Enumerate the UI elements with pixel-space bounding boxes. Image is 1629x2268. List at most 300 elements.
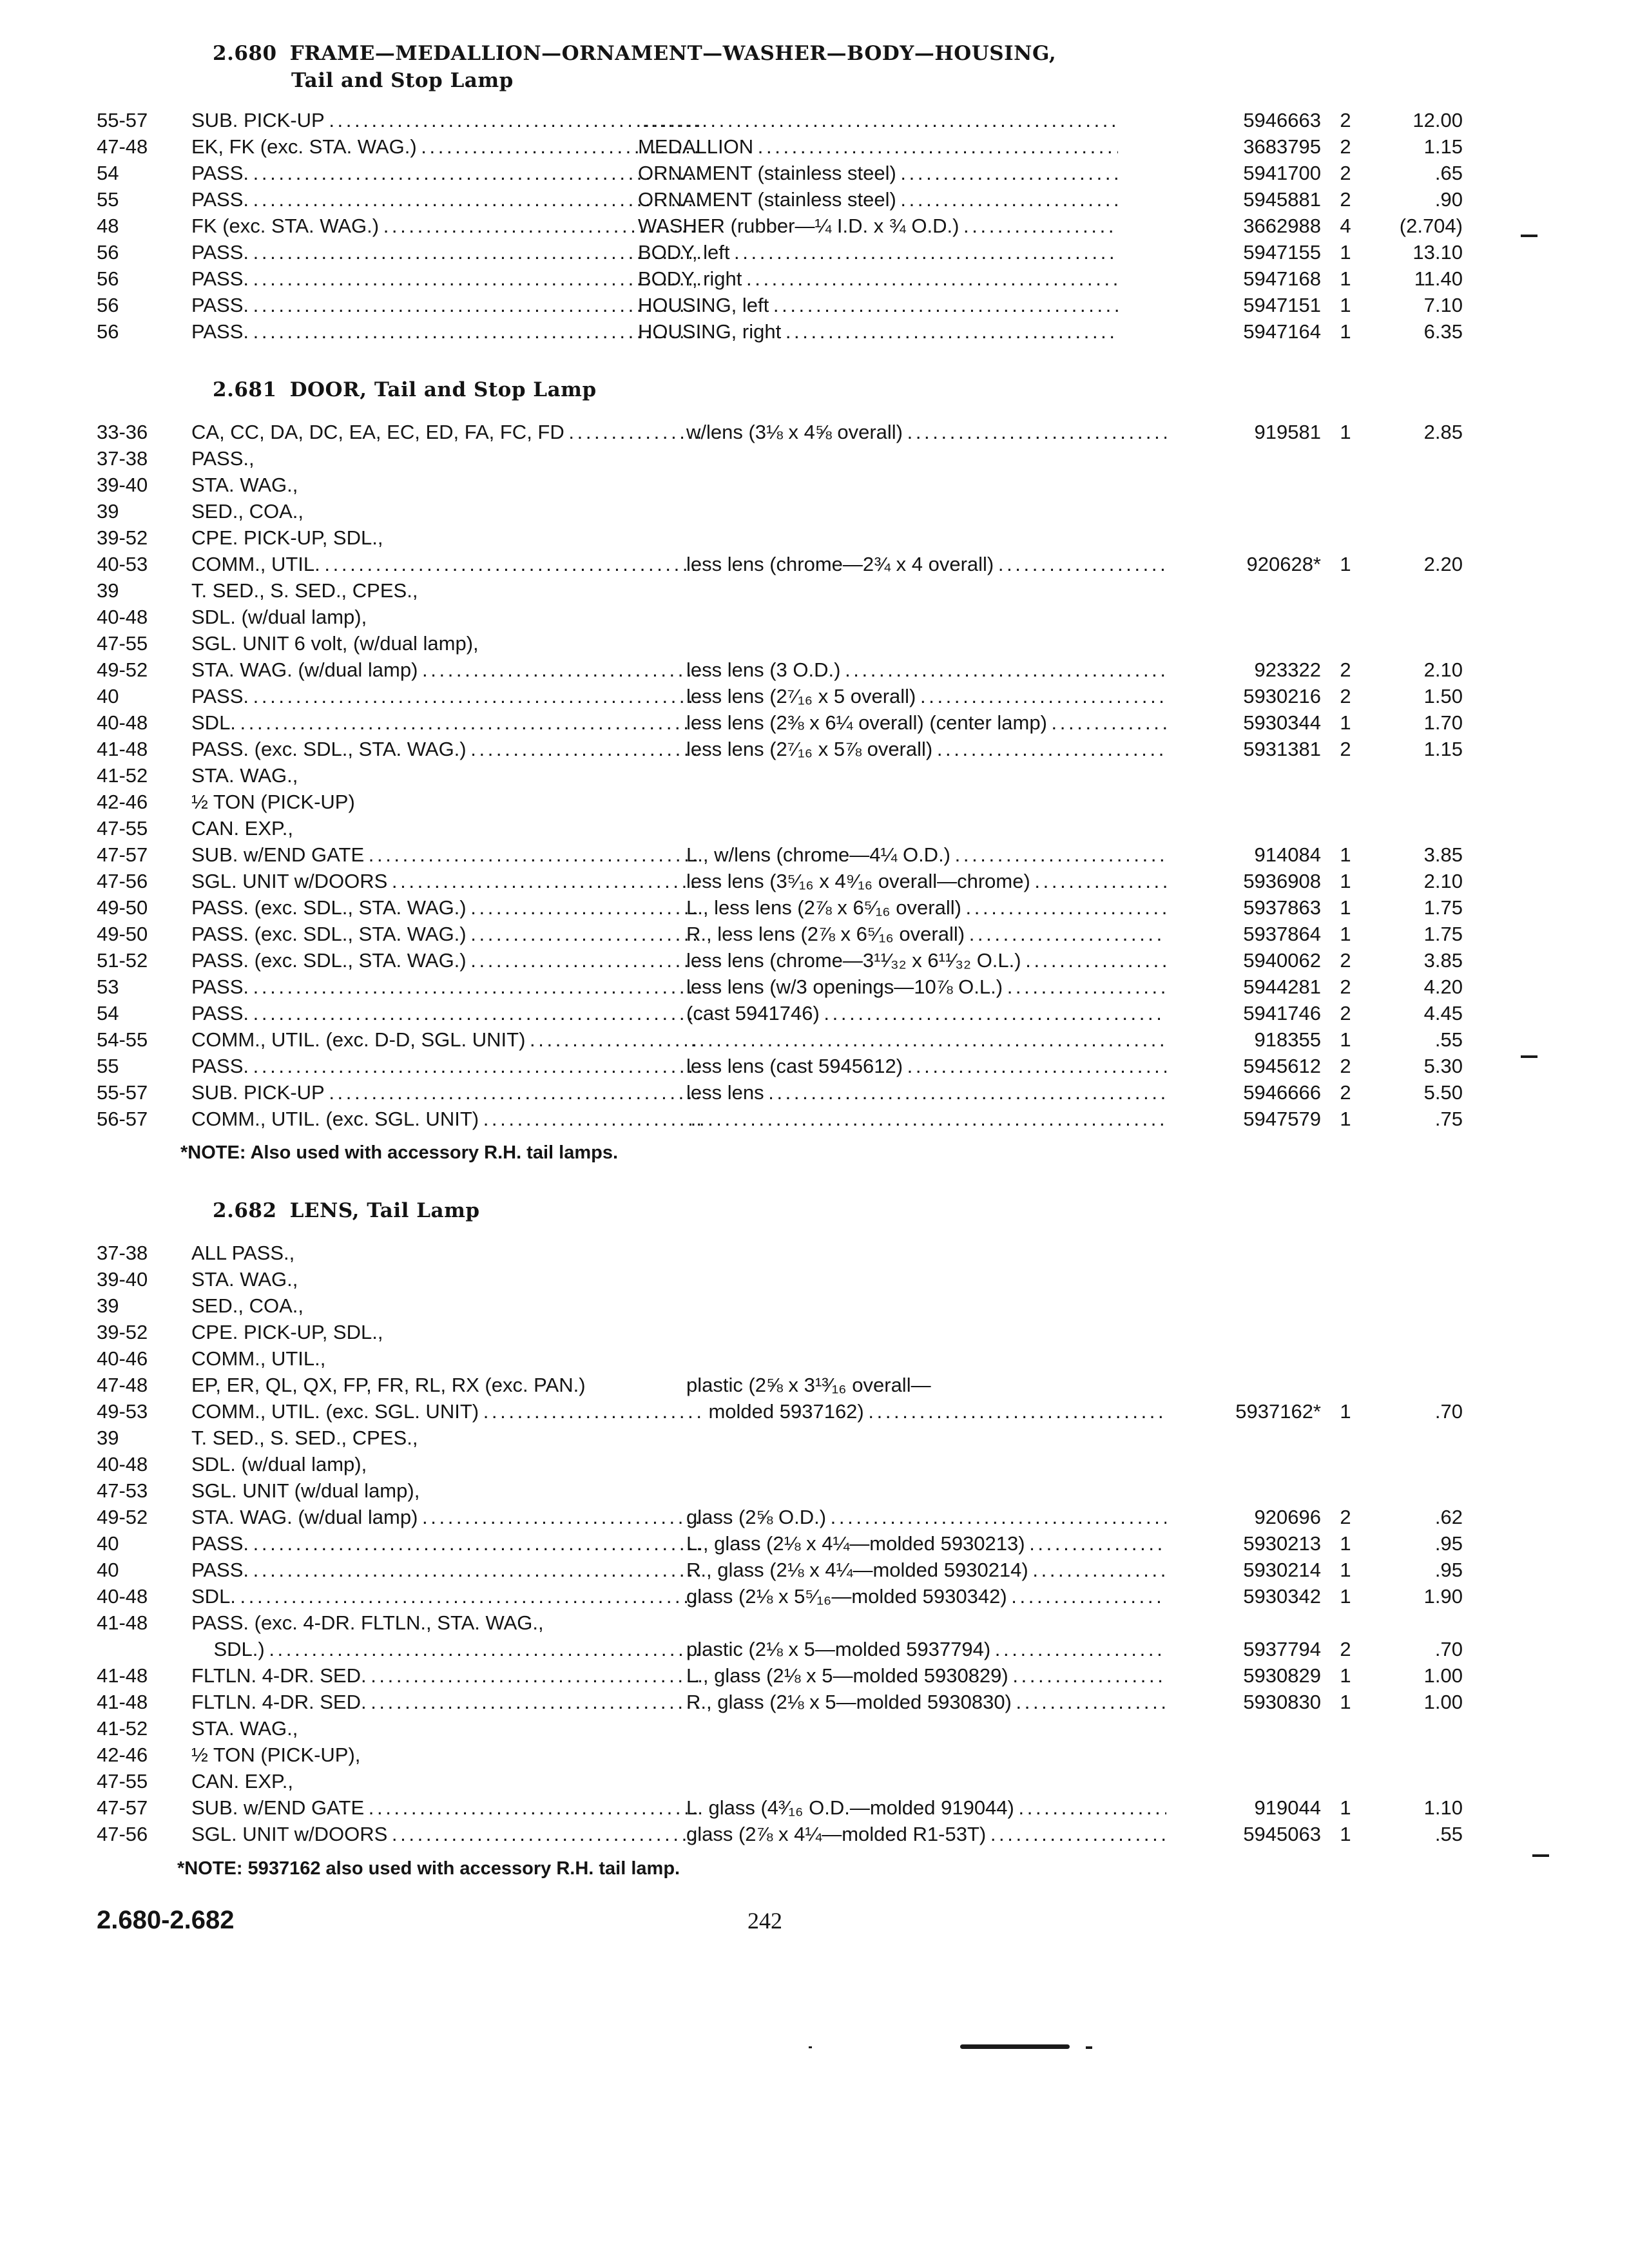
quantity-cell: 1 [1340, 320, 1351, 343]
section-subtitle: Tail and Stop Lamp [291, 69, 514, 92]
years-cell: 47-55 [97, 1770, 148, 1792]
quantity-cell: 1 [1340, 1796, 1351, 1819]
table-row [97, 133, 1463, 160]
description-cell: BODY, right . . . [638, 265, 1118, 292]
price-cell: 5.30 [1423, 1055, 1463, 1077]
quantity-cell: 1 [1340, 1664, 1351, 1687]
table-row [97, 1821, 1463, 1847]
part-number-cell: 5947168 [1243, 267, 1321, 290]
section-heading-2-682 [213, 1197, 480, 1224]
part-number-cell: 5947579 [1243, 1108, 1321, 1130]
table-row [97, 1345, 1385, 1372]
quantity-cell: 1 [1340, 553, 1351, 575]
table-row [97, 1557, 1463, 1583]
model-cell: CPE. PICK-UP, SDL., [191, 526, 383, 549]
section-number: 2.682 [213, 1199, 277, 1222]
part-number-cell: 5937162* [1235, 1400, 1321, 1423]
description-cell: less lens (chrome—2¾ x 4 overall) . . . [686, 551, 1166, 577]
model-cell: SGL. UNIT 6 volt, (w/dual lamp), [191, 632, 479, 655]
quantity-cell: 2 [1340, 738, 1351, 760]
years-cell: 39 [97, 1294, 119, 1317]
description-cell: WASHER (rubber—¼ I.D. x ¾ O.D.) . . . [638, 213, 1118, 239]
model-cell: SED., COA., [191, 1294, 304, 1317]
table-row [97, 1053, 1463, 1079]
price-cell: 5.50 [1423, 1081, 1463, 1104]
model-cell: CA, CC, DA, DC, EA, EC, ED, FA, FC, FD . . . [191, 419, 700, 445]
table-row [97, 1319, 1385, 1345]
table-row [97, 1398, 1463, 1425]
table-row [97, 1293, 1385, 1319]
table-row [97, 265, 1463, 292]
description-cell: less lens (3⁵⁄₁₆ x 4⁹⁄₁₆ overall—chrome) . . . [686, 868, 1166, 894]
price-cell: 3.85 [1423, 843, 1463, 866]
part-number-cell: 5930216 [1243, 685, 1321, 707]
model-cell: CAN. EXP., [191, 1770, 293, 1792]
section-heading-2-681 [213, 376, 597, 403]
table-row [97, 683, 1463, 709]
table-row [97, 1794, 1463, 1821]
model-cell: SDL.) . . . [191, 1636, 700, 1662]
table-row [97, 292, 1463, 318]
years-cell: 49-53 [97, 1400, 148, 1423]
table-row [97, 1106, 1463, 1132]
table-row [97, 657, 1463, 683]
model-cell: COMM., UTIL. . . . [191, 551, 700, 577]
price-cell: 1.75 [1423, 923, 1463, 945]
table-row [97, 498, 1385, 524]
years-cell: 39-40 [97, 474, 148, 496]
model-cell: T. SED., S. SED., CPES., [191, 1427, 418, 1449]
price-cell: .90 [1434, 188, 1463, 211]
price-cell: .95 [1434, 1532, 1463, 1555]
parts-table-2-682 [97, 1240, 1463, 1847]
description-cell: less lens (2⅜ x 6¼ overall) (center lamp) . . . [686, 709, 1166, 736]
model-cell: SGL. UNIT w/DOORS . . . [191, 1821, 700, 1847]
quantity-cell: 1 [1340, 267, 1351, 290]
footnote-2-681: *NOTE: Also used with accessory R.H. tail lamps. [180, 1142, 619, 1163]
table-row [97, 1451, 1385, 1477]
quantity-cell: 1 [1340, 711, 1351, 734]
table-row [97, 815, 1385, 841]
price-cell: .55 [1434, 1823, 1463, 1845]
model-cell: PASS. . . . [191, 974, 700, 1000]
model-cell: ½ TON (PICK-UP) [191, 791, 355, 813]
model-cell: STA. WAG., [191, 474, 298, 496]
price-cell: .75 [1434, 1108, 1463, 1130]
price-cell: 4.45 [1423, 1002, 1463, 1024]
model-cell: PASS. . . . [191, 186, 700, 213]
quantity-cell: 1 [1340, 923, 1351, 945]
years-cell: 41-52 [97, 764, 148, 787]
model-cell: STA. WAG., [191, 1717, 298, 1740]
model-cell: SUB. w/END GATE . . . [191, 1794, 700, 1821]
quantity-cell: 2 [1340, 109, 1351, 131]
parts-table-2-680 [97, 107, 1463, 345]
table-row [97, 1079, 1463, 1106]
quantity-cell: 1 [1340, 1028, 1351, 1051]
description-cell: L., less lens (2⅞ x 6⁵⁄₁₆ overall) . . . [686, 894, 1166, 921]
description-cell: less lens (chrome—3¹¹⁄₃₂ x 6¹¹⁄₃₂ O.L.) . . . [686, 947, 1166, 974]
table-row [97, 630, 1385, 657]
table-row [97, 239, 1463, 265]
description-cell: glass (2⅞ x 4¼—molded R1-53T) . . . [686, 1821, 1166, 1847]
years-cell: 53 [97, 975, 119, 998]
price-cell: (2.704) [1399, 215, 1463, 237]
model-cell: PASS. . . . [191, 160, 700, 186]
quantity-cell: 4 [1340, 215, 1351, 237]
price-cell: 7.10 [1423, 294, 1463, 316]
years-cell: 37-38 [97, 1242, 148, 1264]
footer-section-range: 2.680-2.682 [97, 1906, 235, 1934]
model-cell: SGL. UNIT w/DOORS . . . [191, 868, 700, 894]
table-row [97, 577, 1385, 604]
years-cell: 56 [97, 241, 119, 264]
table-row [97, 1742, 1385, 1768]
part-number-cell: 5946666 [1243, 1081, 1321, 1104]
model-cell: PASS. . . . [191, 239, 700, 265]
price-cell: 1.00 [1423, 1664, 1463, 1687]
part-number-cell: 5930213 [1243, 1532, 1321, 1555]
part-number-cell: 920696 [1254, 1506, 1321, 1528]
model-cell: ALL PASS., [191, 1242, 295, 1264]
quantity-cell: 1 [1340, 1823, 1351, 1845]
table-row [97, 604, 1385, 630]
price-cell: 2.85 [1423, 421, 1463, 443]
quantity-cell: 2 [1340, 188, 1351, 211]
table-row [97, 736, 1463, 762]
quantity-cell: 1 [1340, 843, 1351, 866]
model-cell: PASS. (exc. 4-DR. FLTLN., STA. WAG., [191, 1611, 544, 1634]
quantity-cell: 2 [1340, 975, 1351, 998]
years-cell: 56 [97, 320, 119, 343]
model-cell: CAN. EXP., [191, 817, 293, 840]
description-cell: L., glass (2⅛ x 4¼—molded 5930213) . . . [686, 1530, 1166, 1557]
model-cell: PASS. . . . [191, 292, 700, 318]
description-cell: HOUSING, right . . . [638, 318, 1118, 345]
description-cell: less lens (w/3 openings—10⅞ O.L.) . . . [686, 974, 1166, 1000]
part-number-cell: 5946663 [1243, 109, 1321, 131]
table-row [97, 1530, 1463, 1557]
description-cell: L., w/lens (chrome—4¼ O.D.) . . . [686, 841, 1166, 868]
years-cell: 41-48 [97, 1664, 148, 1687]
years-cell: 49-50 [97, 896, 148, 919]
years-cell: 49-52 [97, 658, 148, 681]
model-cell: PASS. . . . [191, 1557, 700, 1583]
years-cell: 51-52 [97, 949, 148, 972]
quantity-cell: 2 [1340, 658, 1351, 681]
model-cell: PASS. . . . [191, 683, 700, 709]
price-cell: 11.40 [1414, 267, 1463, 290]
description-cell: plastic (2⅝ x 3¹³⁄₁₆ overall— [686, 1374, 931, 1396]
years-cell: 40-48 [97, 1453, 148, 1475]
years-cell: 55-57 [97, 109, 148, 131]
part-number-cell: 5936908 [1243, 870, 1321, 892]
scan-mark [1521, 235, 1537, 237]
section-title: FRAME—MEDALLION—ORNAMENT—WASHER—BODY—HOUSING, [289, 42, 1057, 65]
part-number-cell: 5947151 [1243, 294, 1321, 316]
part-number-cell: 5930344 [1243, 711, 1321, 734]
price-cell: 2.10 [1423, 658, 1463, 681]
description-cell: less lens (3 O.D.) . . . [686, 657, 1166, 683]
model-cell: COMM., UTIL. (exc. SGL. UNIT) . . . [191, 1398, 700, 1425]
description-cell: R., glass (2⅛ x 5—molded 5930830) . . . [686, 1689, 1166, 1715]
table-row [97, 1662, 1463, 1689]
years-cell: 40 [97, 1559, 119, 1581]
years-cell: 54 [97, 162, 119, 184]
price-cell: 1.00 [1423, 1691, 1463, 1713]
price-cell: .65 [1434, 162, 1463, 184]
price-cell: 1.75 [1423, 896, 1463, 919]
part-number-cell: 5947164 [1243, 320, 1321, 343]
model-cell: CPE. PICK-UP, SDL., [191, 1321, 383, 1343]
table-row [97, 921, 1463, 947]
years-cell: 39-40 [97, 1268, 148, 1291]
section-number: 2.680 [213, 42, 277, 65]
section-title: LENS, Tail Lamp [289, 1199, 480, 1222]
table-row [97, 947, 1463, 974]
years-cell: 54-55 [97, 1028, 148, 1051]
years-cell: 42-46 [97, 791, 148, 813]
description-cell: L. glass (4³⁄₁₆ O.D.—molded 919044) . . . [686, 1794, 1166, 1821]
price-cell: 13.10 [1412, 241, 1463, 264]
years-cell: 37-38 [97, 447, 148, 470]
part-number-cell: 5937794 [1243, 1638, 1321, 1660]
table-row [97, 1425, 1385, 1451]
model-cell: FLTLN. 4-DR. SED. . . . [191, 1689, 700, 1715]
table-row [97, 1477, 1385, 1504]
part-number-cell: 5937863 [1243, 896, 1321, 919]
model-cell: COMM., UTIL. (exc. D-D, SGL. UNIT) . . . [191, 1026, 700, 1053]
model-cell: PASS. (exc. SDL., STA. WAG.) . . . [191, 736, 700, 762]
description-cell [638, 107, 1118, 133]
table-row [97, 107, 1463, 133]
model-cell: SED., COA., [191, 500, 304, 523]
part-number-cell: 5945063 [1243, 1823, 1321, 1845]
model-cell: T. SED., S. SED., CPES., [191, 579, 418, 602]
part-number-cell: 3662988 [1243, 215, 1321, 237]
quantity-cell: 1 [1340, 1400, 1351, 1423]
price-cell: .55 [1434, 1028, 1463, 1051]
table-row [97, 1583, 1463, 1610]
model-cell: ½ TON (PICK-UP), [191, 1744, 361, 1766]
description-cell: glass (2⅝ O.D.) . . . [686, 1504, 1166, 1530]
description-cell [686, 1026, 1166, 1053]
price-cell: 2.20 [1423, 553, 1463, 575]
description-cell: (cast 5941746) . . . [686, 1000, 1166, 1026]
scan-mark [1521, 1055, 1537, 1058]
years-cell: 54 [97, 1002, 119, 1024]
model-cell: SGL. UNIT (w/dual lamp), [191, 1479, 420, 1502]
table-row [97, 841, 1463, 868]
years-cell: 40 [97, 685, 119, 707]
years-cell: 49-50 [97, 923, 148, 945]
section-number: 2.681 [213, 378, 277, 401]
table-row [97, 1715, 1385, 1742]
quantity-cell: 2 [1340, 949, 1351, 972]
description-cell: plastic (2⅛ x 5—molded 5937794) . . . [686, 1636, 1166, 1662]
description-cell: L., glass (2⅛ x 5—molded 5930829) . . . [686, 1662, 1166, 1689]
description-cell: BODY, left . . . [638, 239, 1118, 265]
years-cell: 41-48 [97, 1611, 148, 1634]
description-cell [686, 1106, 1166, 1132]
years-cell: 47-55 [97, 632, 148, 655]
quantity-cell: 2 [1340, 1506, 1351, 1528]
price-cell: 4.20 [1423, 975, 1463, 998]
model-cell: SUB. PICK-UP . . . [191, 1079, 700, 1106]
table-row [97, 709, 1463, 736]
description-cell: less lens (cast 5945612) . . . [686, 1053, 1166, 1079]
quantity-cell: 1 [1340, 1559, 1351, 1581]
quantity-cell: 1 [1340, 1532, 1351, 1555]
years-cell: 41-48 [97, 738, 148, 760]
model-cell: COMM., UTIL., [191, 1347, 326, 1370]
part-number-cell: 5945612 [1243, 1055, 1321, 1077]
model-cell: FLTLN. 4-DR. SED. . . . [191, 1662, 700, 1689]
years-cell: 40-46 [97, 1347, 148, 1370]
model-cell: EK, FK (exc. STA. WAG.) . . . [191, 133, 700, 160]
table-row [97, 1768, 1385, 1794]
quantity-cell: 2 [1340, 685, 1351, 707]
description-cell: ORNAMENT (stainless steel) . . . [638, 186, 1118, 213]
price-cell: .70 [1434, 1400, 1463, 1423]
part-number-cell: 919581 [1254, 421, 1321, 443]
years-cell: 55-57 [97, 1081, 148, 1104]
quantity-cell: 1 [1340, 241, 1351, 264]
section-heading-2-680 [213, 40, 1056, 94]
table-row [97, 186, 1463, 213]
years-cell: 47-57 [97, 843, 148, 866]
description-cell: R., glass (2⅛ x 4¼—molded 5930214) . . . [686, 1557, 1166, 1583]
years-cell: 56-57 [97, 1108, 148, 1130]
quantity-cell: 1 [1340, 870, 1351, 892]
model-cell: STA. WAG., [191, 1268, 298, 1291]
price-cell: .62 [1434, 1506, 1463, 1528]
table-row [97, 1000, 1463, 1026]
footnote-2-682: *NOTE: 5937162 also used with accessory R.H. tail lamp. [177, 1858, 680, 1879]
model-cell: PASS. . . . [191, 1000, 700, 1026]
price-cell: 1.50 [1423, 685, 1463, 707]
years-cell: 55 [97, 188, 119, 211]
description-cell: less lens (2⁷⁄₁₆ x 5⅞ overall) . . . [686, 736, 1166, 762]
description-cell: less lens . . . [686, 1079, 1166, 1106]
years-cell: 56 [97, 267, 119, 290]
scan-smudge [960, 2044, 1070, 2049]
part-number-cell: 5941700 [1243, 162, 1321, 184]
price-cell: 1.15 [1423, 738, 1463, 760]
scan-mark [1532, 1854, 1549, 1857]
price-cell: .70 [1434, 1638, 1463, 1660]
section-title: DOOR, Tail and Stop Lamp [289, 378, 597, 401]
price-cell: 1.70 [1423, 711, 1463, 734]
table-row [97, 868, 1463, 894]
years-cell: 39 [97, 579, 119, 602]
table-row [97, 472, 1385, 498]
table-row [97, 1240, 1385, 1266]
years-cell: 47-56 [97, 870, 148, 892]
model-cell: PASS. . . . [191, 318, 700, 345]
price-cell: 1.90 [1423, 1585, 1463, 1608]
description-cell: glass (2⅛ x 5⁵⁄₁₆—molded 5930342) . . . [686, 1583, 1166, 1610]
model-cell: SDL. . . . [191, 1583, 700, 1610]
part-number-cell: 5930829 [1243, 1664, 1321, 1687]
years-cell: 39 [97, 1427, 119, 1449]
model-cell: SUB. PICK-UP . . . [191, 107, 700, 133]
model-cell: STA. WAG. (w/dual lamp) . . . [191, 657, 700, 683]
years-cell: 39-52 [97, 1321, 148, 1343]
years-cell: 47-56 [97, 1823, 148, 1845]
part-number-cell: 5937864 [1243, 923, 1321, 945]
model-cell: PASS. (exc. SDL., STA. WAG.) . . . [191, 894, 700, 921]
quantity-cell: 2 [1340, 1638, 1351, 1660]
part-number-cell: 3683795 [1243, 135, 1321, 158]
model-cell: SDL. (w/dual lamp), [191, 1453, 367, 1475]
table-row [97, 160, 1463, 186]
quantity-cell: 2 [1340, 1002, 1351, 1024]
years-cell: 40-53 [97, 553, 148, 575]
years-cell: 42-46 [97, 1744, 148, 1766]
model-cell: STA. WAG. (w/dual lamp) . . . [191, 1504, 700, 1530]
years-cell: 47-48 [97, 1374, 148, 1396]
model-cell: PASS. (exc. SDL., STA. WAG.) . . . [191, 921, 700, 947]
table-row [97, 894, 1463, 921]
table-row [97, 1026, 1463, 1053]
parts-table-2-681 [97, 419, 1463, 1132]
price-cell: 12.00 [1412, 109, 1463, 131]
quantity-cell: 1 [1340, 1691, 1351, 1713]
model-cell: SDL. (w/dual lamp), [191, 606, 367, 628]
part-number-cell: 923322 [1254, 658, 1321, 681]
model-cell: PASS. . . . [191, 1053, 700, 1079]
price-cell: 2.10 [1423, 870, 1463, 892]
table-row [97, 318, 1463, 345]
part-number-cell: 5941746 [1243, 1002, 1321, 1024]
description-cell: R., less lens (2⅞ x 6⁵⁄₁₆ overall) . . . [686, 921, 1166, 947]
table-row [97, 1689, 1463, 1715]
years-cell: 39 [97, 500, 119, 523]
description-cell: w/lens (3⅛ x 4⅝ overall) . . . [686, 419, 1166, 445]
price-cell: 6.35 [1423, 320, 1463, 343]
part-number-cell: 920628* [1246, 553, 1321, 575]
part-number-cell: 5931381 [1243, 738, 1321, 760]
model-cell: COMM., UTIL. (exc. SGL. UNIT) . . . [191, 1106, 700, 1132]
part-number-cell: 5930214 [1243, 1559, 1321, 1581]
part-number-cell: 5930830 [1243, 1691, 1321, 1713]
part-number-cell: 914084 [1254, 843, 1321, 866]
years-cell: 41-52 [97, 1717, 148, 1740]
years-cell: 47-57 [97, 1796, 148, 1819]
table-row [97, 419, 1463, 445]
quantity-cell: 2 [1340, 1055, 1351, 1077]
page-number: 242 [747, 1908, 782, 1934]
years-cell: 47-48 [97, 135, 148, 158]
model-cell: FK (exc. STA. WAG.) . . . [191, 213, 700, 239]
years-cell: 40-48 [97, 606, 148, 628]
years-cell: 39-52 [97, 526, 148, 549]
quantity-cell: 1 [1340, 896, 1351, 919]
scan-mark [1086, 2046, 1092, 2049]
table-row [97, 551, 1463, 577]
table-row [97, 789, 1385, 815]
table-row [97, 524, 1385, 551]
quantity-cell: 1 [1340, 421, 1351, 443]
quantity-cell: 2 [1340, 162, 1351, 184]
table-row [97, 1636, 1463, 1662]
description-cell: molded 5937162) . . . [686, 1398, 1166, 1425]
quantity-cell: 1 [1340, 1585, 1351, 1608]
years-cell: 56 [97, 294, 119, 316]
model-cell: PASS. (exc. SDL., STA. WAG.) . . . [191, 947, 700, 974]
table-row [97, 1610, 1385, 1636]
